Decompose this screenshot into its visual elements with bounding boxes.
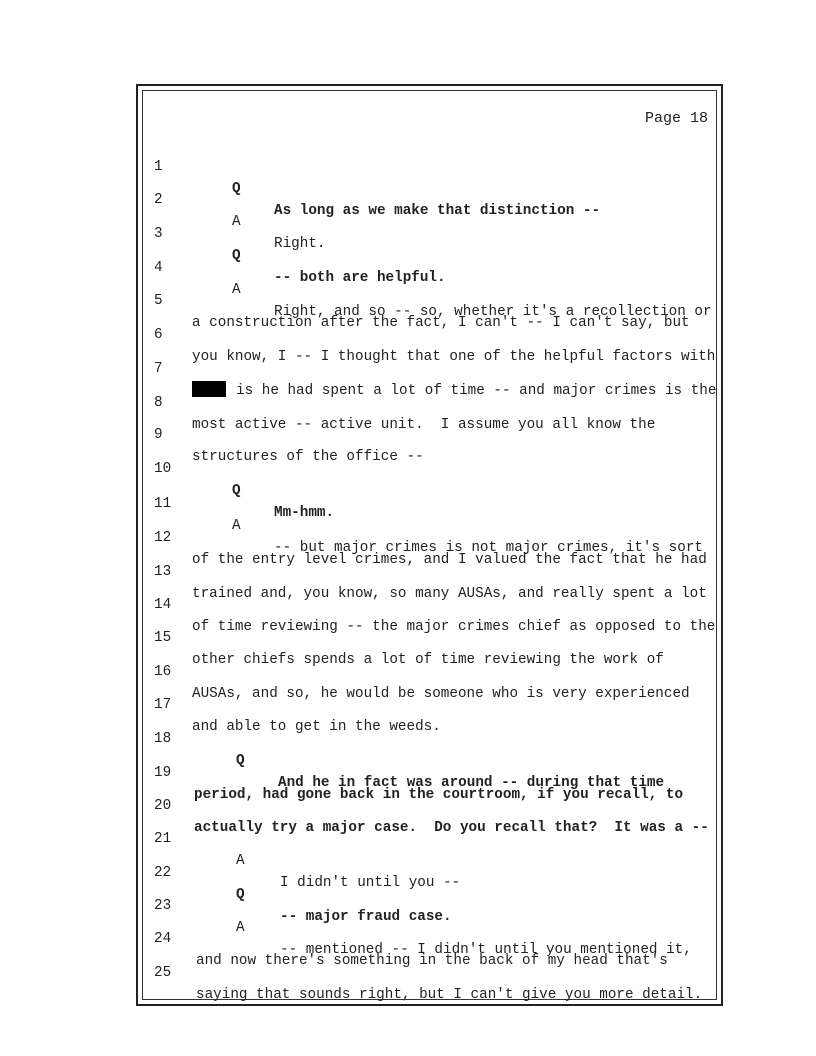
line-text: saying that sounds right, but I can't give you more detail. bbox=[196, 987, 703, 1003]
line-number: 8 bbox=[154, 395, 163, 411]
transcript-line bbox=[0, 940, 816, 1003]
line-text: Right, and so -- so, whether it's a recollection or bbox=[274, 304, 712, 320]
line-text: trained and, you know, so many AUSAs, and really spent a lot bbox=[192, 586, 707, 602]
line-number: 12 bbox=[154, 530, 172, 546]
transcript-line bbox=[0, 336, 816, 399]
line-number: 15 bbox=[154, 630, 172, 646]
speaker-label: A bbox=[236, 920, 245, 936]
line-number: 3 bbox=[154, 226, 163, 242]
line-text: Mm-hmm. bbox=[274, 505, 335, 521]
line-text: As long as we make that distinction -- bbox=[274, 203, 601, 219]
line-number: 5 bbox=[154, 293, 163, 309]
page-number: Page 18 bbox=[644, 110, 708, 127]
speaker-label: Q bbox=[232, 181, 241, 197]
line-number: 14 bbox=[154, 597, 172, 613]
line-number: 11 bbox=[154, 496, 172, 512]
line-number: 4 bbox=[154, 260, 163, 276]
transcript-line bbox=[0, 639, 816, 702]
line-text: structures of the office -- bbox=[192, 449, 424, 465]
transcript-line bbox=[0, 572, 816, 635]
transcript-line bbox=[0, 672, 816, 735]
speaker-label: A bbox=[232, 214, 241, 230]
speaker-label: A bbox=[232, 518, 241, 534]
line-text: and now there's something in the back of my head that's bbox=[196, 953, 668, 969]
line-text: is he had spent a lot of time -- and major crimes is the bbox=[236, 383, 717, 399]
line-number: 17 bbox=[154, 697, 172, 713]
speaker-label: Q bbox=[236, 887, 245, 903]
line-text: a construction after the fact, I can't -- I can't say, but bbox=[192, 315, 690, 331]
line-number: 21 bbox=[154, 831, 172, 847]
line-number: 1 bbox=[154, 159, 163, 175]
line-number: 16 bbox=[154, 664, 172, 680]
line-number: 24 bbox=[154, 931, 172, 947]
transcript-line bbox=[0, 539, 816, 602]
line-number: 2 bbox=[154, 192, 163, 208]
line-text: actually try a major case. Do you recall that? It was a -- bbox=[194, 820, 709, 836]
line-text: you know, I -- I thought that one of the helpful factors with bbox=[192, 349, 716, 365]
line-text: of time reviewing -- the major crimes chief as opposed to the bbox=[192, 619, 716, 635]
speaker-label: Q bbox=[232, 248, 241, 264]
line-text: and able to get in the weeds. bbox=[192, 719, 441, 735]
line-number: 18 bbox=[154, 731, 172, 747]
speaker-label: Q bbox=[236, 753, 245, 769]
transcript-line bbox=[0, 134, 816, 219]
transcript-line bbox=[0, 773, 816, 836]
line-text: And he in fact was around -- during that time bbox=[278, 775, 665, 791]
line-text: most active -- active unit. I assume you all know the bbox=[192, 417, 656, 433]
line-text: -- major fraud case. bbox=[280, 909, 452, 925]
transcript-line bbox=[0, 605, 816, 668]
line-number: 22 bbox=[154, 865, 172, 881]
line-number: 19 bbox=[154, 765, 172, 781]
line-text: period, had gone back in the courtroom, if you recall, to bbox=[194, 787, 684, 803]
speaker-label: Q bbox=[232, 483, 241, 499]
line-text: -- but major crimes is not major crimes, it's sort bbox=[274, 540, 703, 556]
speaker-label: A bbox=[236, 853, 245, 869]
line-text: AUSAs, and so, he would be someone who is very experienced bbox=[192, 686, 690, 702]
line-text: -- mentioned -- I didn't until you mentioned it, bbox=[280, 942, 692, 958]
line-number: 25 bbox=[154, 965, 172, 981]
line-text: I didn't until you -- bbox=[280, 875, 461, 891]
speaker-label: A bbox=[232, 282, 241, 298]
line-number: 20 bbox=[154, 798, 172, 814]
line-number: 10 bbox=[154, 461, 172, 477]
transcript-line bbox=[0, 302, 816, 365]
line-number: 23 bbox=[154, 898, 172, 914]
line-number: 9 bbox=[154, 427, 163, 443]
line-number: 7 bbox=[154, 361, 163, 377]
line-text: other chiefs spends a lot of time reviewing the work of bbox=[192, 652, 664, 668]
transcript-line bbox=[0, 370, 816, 433]
line-number: 6 bbox=[154, 327, 163, 343]
line-text: -- both are helpful. bbox=[274, 270, 446, 286]
line-text: Right. bbox=[274, 236, 326, 252]
line-text: of the entry level crimes, and I valued the fact that he had bbox=[192, 552, 707, 568]
line-number: 13 bbox=[154, 564, 172, 580]
